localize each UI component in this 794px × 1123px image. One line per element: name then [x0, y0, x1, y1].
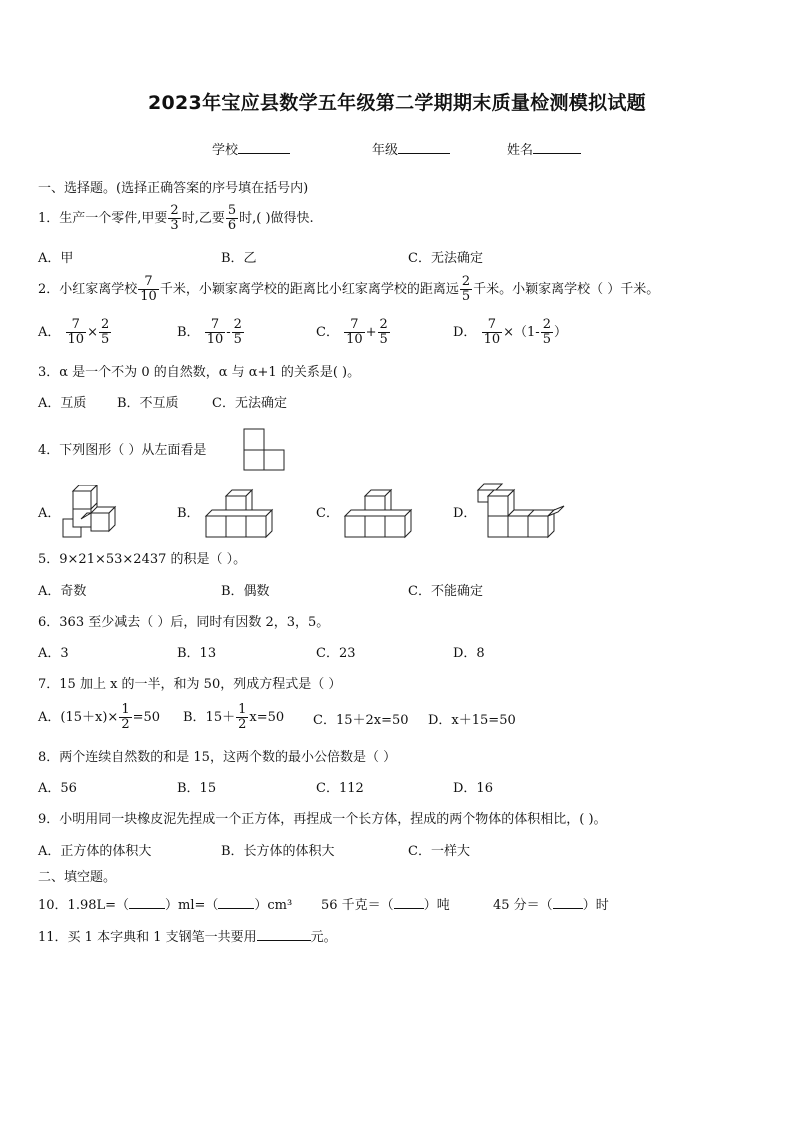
grade-field[interactable] [372, 141, 450, 159]
q10-blank-ml[interactable] [129, 896, 165, 909]
q4-option-c-figure [343, 488, 415, 540]
question-4: 4．下列图形（ ）从左面看是 [38, 443, 207, 458]
q2-option-b[interactable]: B． $\frac{7}{10}$ - $\frac{2}{5}$ [177, 317, 242, 347]
name-label: 姓名 [507, 143, 534, 158]
q10-blank-ton[interactable] [394, 896, 424, 909]
school-field[interactable] [212, 141, 290, 159]
question-1: 1．生产一个零件,甲要 $\frac{2}{3}$ 时,乙要 $\frac{5}{6}$ 时,( )做得快. [38, 203, 314, 233]
q6-option-a[interactable]: A．3 [38, 646, 69, 661]
q9-option-a[interactable]: A．正方体的体积大 [38, 844, 152, 859]
q4-option-a[interactable]: A． [38, 506, 61, 521]
q10-blank-cm3[interactable] [218, 896, 254, 909]
q4-option-b-figure [204, 488, 276, 540]
q11-blank-yuan[interactable] [257, 928, 311, 941]
q2-option-d[interactable]: D． $\frac{7}{10}$ ×（1- $\frac{2}{5}$ ） [453, 317, 567, 347]
q4-option-d[interactable]: D． [453, 506, 477, 521]
q4-option-a-figure [60, 485, 120, 541]
q7-option-b[interactable]: B．15＋ $\frac{1}{2}$ x=50 [183, 702, 285, 732]
question-5: 5．9×21×53×2437 的积是（ ）。 [38, 552, 247, 567]
grade-label: 年级 [372, 143, 399, 158]
q4-option-b[interactable]: B． [177, 506, 200, 521]
question-10-part-3: 45 分＝（ ）时 [493, 898, 609, 913]
q5-option-c[interactable]: C．不能确定 [408, 584, 483, 599]
question-10: 10．1.98L=（ ）ml=（ ）cm³ [38, 898, 293, 913]
page-title: 2023年宝应县数学五年级第二学期期末质量检测模拟试题 [148, 92, 646, 114]
q9-option-c[interactable]: C．一样大 [408, 844, 470, 859]
q7-option-d[interactable]: D．x＋15=50 [428, 713, 516, 728]
q8-option-b[interactable]: B．15 [177, 781, 217, 796]
question-9: 9．小明用同一块橡皮泥先捏成一个正方体，再捏成一个长方体，捏成的两个物体的体积相比，( )。 [38, 812, 607, 827]
q3-option-b[interactable]: B．不互质 [117, 396, 179, 411]
q8-option-d[interactable]: D．16 [453, 781, 493, 796]
q1-option-a[interactable]: A．甲 [38, 251, 74, 266]
section-1-heading: 一、选择题。(选择正确答案的序号填在括号内) [38, 181, 309, 196]
question-7: 7．15 加上 x 的一半，和为 50，列成方程式是（ ） [38, 677, 342, 692]
question-2: 2．小红家离学校 $\frac{7}{10}$ 千米，小颖家离学校的距离比小红家离学校的距离远 $\frac{2}{5}$ 千米。小颖家离学校（ ）千米。 [38, 274, 660, 304]
q5-option-b[interactable]: B．偶数 [221, 584, 270, 599]
question-11: 11．买 1 本字典和 1 支钢笔一共要用 元。 [38, 930, 337, 945]
q7-option-a[interactable]: A．(15＋x)× $\frac{1}{2}$ =50 [38, 702, 161, 732]
school-label: 学校 [212, 143, 239, 158]
q2-option-a[interactable]: A． $\frac{7}{10}$ × $\frac{2}{5}$ [38, 317, 110, 347]
q9-option-b[interactable]: B．长方体的体积大 [221, 844, 335, 859]
question-3: 3．α 是一个不为 0 的自然数，α 与 α+1 的关系是( )。 [38, 365, 361, 380]
question-10-part-2: 56 千克＝（ ）吨 [321, 898, 450, 913]
q6-option-b[interactable]: B．13 [177, 646, 217, 661]
section-2-heading: 二、填空题。 [38, 870, 117, 885]
left-view-figure [243, 428, 285, 472]
q8-option-a[interactable]: A．56 [38, 781, 77, 796]
question-8: 8．两个连续自然数的和是 15，这两个数的最小公倍数是（ ） [38, 750, 397, 765]
q1-option-b[interactable]: B．乙 [221, 251, 257, 266]
q8-option-c[interactable]: C．112 [316, 781, 364, 796]
q3-option-c[interactable]: C．无法确定 [212, 396, 287, 411]
q6-option-c[interactable]: C．23 [316, 646, 356, 661]
q4-option-c[interactable]: C． [316, 506, 339, 521]
name-field[interactable] [507, 141, 581, 159]
q3-option-a[interactable]: A．互质 [38, 396, 87, 411]
q1-option-c[interactable]: C．无法确定 [408, 251, 483, 266]
q2-option-c[interactable]: C． $\frac{7}{10}$ + $\frac{2}{5}$ [316, 317, 388, 347]
q4-option-d-figure [474, 482, 570, 540]
q6-option-d[interactable]: D．8 [453, 646, 485, 661]
question-6: 6．363 至少减去（ ）后，同时有因数 2，3，5。 [38, 615, 330, 630]
q10-blank-hour[interactable] [553, 896, 583, 909]
q5-option-a[interactable]: A．奇数 [38, 584, 87, 599]
q7-option-c[interactable]: C．15＋2x=50 [313, 713, 409, 728]
